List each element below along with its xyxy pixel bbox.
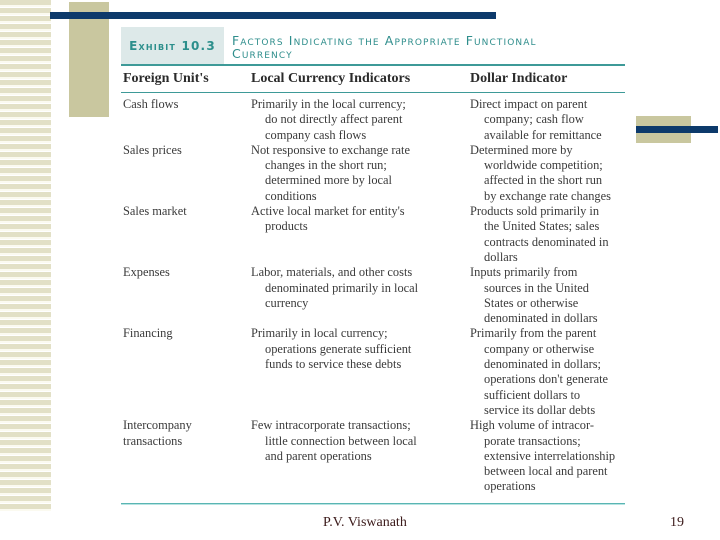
decorative-left-stripes [0,0,51,512]
exhibit-table [121,27,625,505]
cell-line: determined more by local [265,173,392,188]
cell-local-indicator [251,143,470,204]
cell-line: Direct impact on parent [470,97,588,111]
exhibit-title-line-2: Currency [232,46,293,61]
cell-line: by exchange rate changes [484,188,611,203]
cell-line: Products sold primarily in [470,204,600,219]
cell-factor [121,326,251,418]
cell-line: Active local market for entity's [251,204,405,219]
cell-line: changes in the short run; [265,158,387,173]
cell-line: contracts denominated in [484,234,609,249]
cell-line: available for remittance [484,127,602,142]
cell-line: service its dollar debts [484,402,596,417]
column-header-foreign-unit: Foreign Unit's [123,71,209,86]
table-row [121,418,625,494]
table-body [121,93,625,505]
cell-dollar-indicator [470,97,625,143]
cell-line: do not directly affect parent [265,112,403,127]
cell-line: company cash flows [265,127,367,142]
cell-dollar-indicator [470,265,625,326]
cell-line: Sales prices [123,142,182,157]
exhibit-title [224,27,537,64]
cell-factor [121,265,251,326]
cell-line: denominated in dollars [484,311,598,326]
cell-line: Inputs primarily from [470,265,578,280]
cell-line: Primarily from the parent [470,326,597,341]
cell-dollar-indicator [470,418,625,494]
table-row [121,143,625,204]
cell-factor [121,204,251,265]
cell-line: sufficient dollars to [484,387,581,402]
decorative-top-rule [50,12,496,19]
cell-line: States or otherwise [484,295,579,310]
cell-line: Cash flows [123,97,179,111]
cell-dollar-indicator [470,143,625,204]
footer-author: P.V. Viswanath [323,515,407,530]
cell-line: Financing [123,326,173,341]
cell-line: Expenses [123,265,170,280]
cell-line: between local and parent [484,464,608,479]
exhibit-label: Exhibit 10.3 [121,27,224,64]
cell-line: currency [265,295,309,310]
table-row [121,97,625,143]
exhibit-title-line-1: Factors Indicating the Appropriate Functional [232,33,537,48]
cell-local-indicator [251,418,470,494]
cell-local-indicator [251,97,470,143]
cell-line: Determined more by [470,142,573,157]
cell-line: denominated primarily in local [265,280,419,295]
cell-line: High volume of intracor- [470,418,594,433]
cell-line: Labor, materials, and other costs [251,265,413,280]
cell-local-indicator [251,326,470,418]
cell-line: operations [484,479,536,494]
cell-line: company; cash flow [484,112,584,127]
table-row [121,265,625,326]
cell-dollar-indicator [470,326,625,418]
cell-line: extensive interrelationship [484,448,616,463]
table-row [121,204,625,265]
cell-line: company or otherwise [484,341,595,356]
cell-line: Primarily in the local currency; [251,97,406,111]
cell-line: sources in the United [484,280,589,295]
column-header-row [121,66,625,93]
cell-line: dollars [484,249,518,264]
cell-local-indicator [251,204,470,265]
cell-line: transactions [123,433,183,448]
table-row [121,326,625,418]
decorative-vertical-bar [69,2,109,117]
exhibit-header [121,27,625,66]
cell-line: worldwide competition; [484,158,603,173]
cell-factor [121,418,251,494]
cell-local-indicator [251,265,470,326]
cell-line: the United States; sales [484,219,600,234]
cell-line: little connection between local [265,433,417,448]
cell-line: denominated in dollars; [484,357,601,372]
cell-factor [121,97,251,143]
cell-line: porate transactions; [484,433,581,448]
cell-line: and parent operations [265,448,372,463]
cell-line: Primarily in local currency; [251,326,388,341]
cell-line: affected in the short run [484,173,603,188]
footer-divider [121,504,625,505]
cell-line: operations generate sufficient [265,341,412,356]
cell-line: operations don't generate [484,372,609,387]
cell-line: Not responsive to exchange rate [251,142,410,157]
column-header-local-currency: Local Currency Indicators [251,71,411,86]
decorative-side-rule [636,126,718,133]
column-header-dollar: Dollar Indicator [470,71,568,86]
cell-line: products [265,219,308,234]
page-number: 19 [670,515,684,530]
cell-line: conditions [265,188,317,203]
cell-line: Sales market [123,204,187,219]
cell-factor [121,143,251,204]
cell-line: Intercompany [123,418,192,433]
cell-line: funds to service these debts [265,357,402,372]
cell-dollar-indicator [470,204,625,265]
cell-line: Few intracorporate transactions; [251,418,411,433]
